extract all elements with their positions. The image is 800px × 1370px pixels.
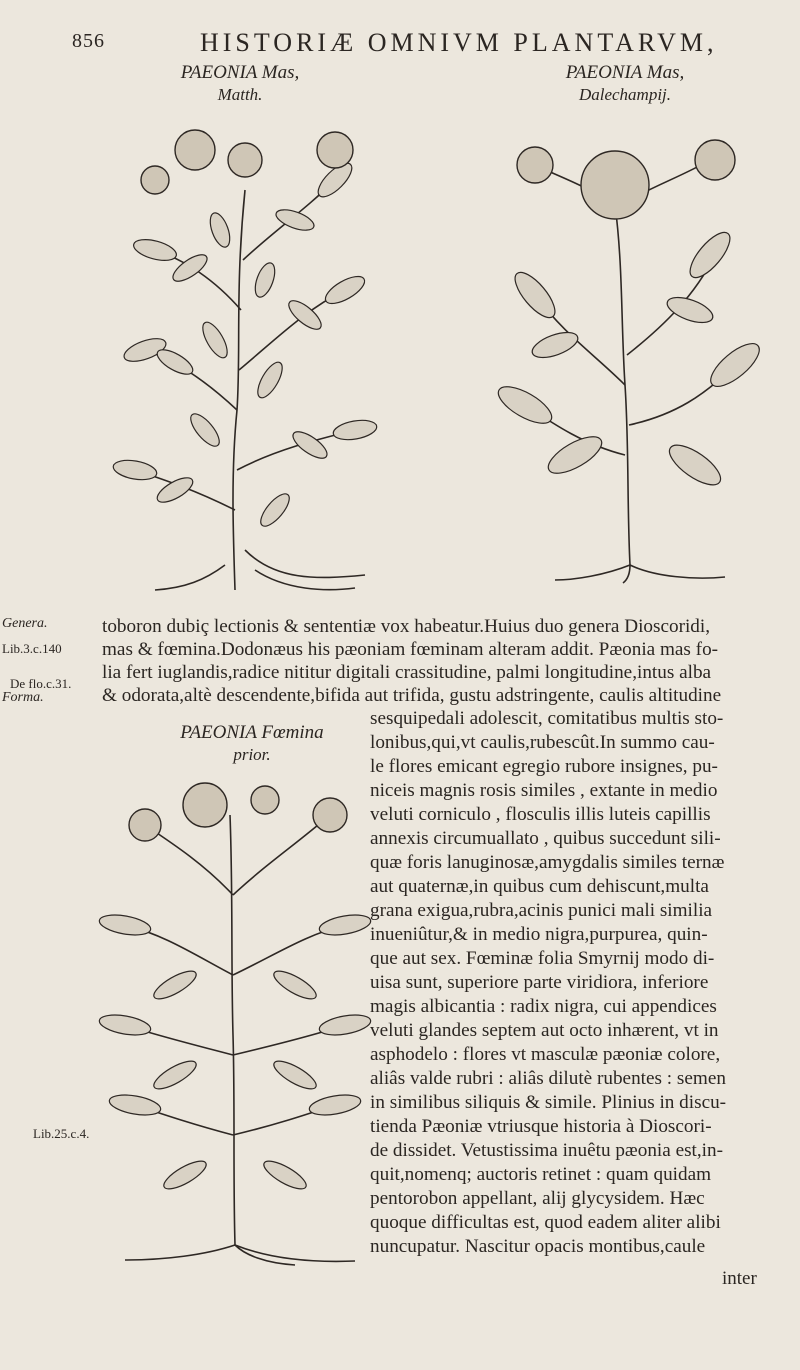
text-line: que aut sex. Fœminæ folia Smyrnij modo di- — [370, 948, 715, 969]
text-line: uisa sunt, superiore parte viridiora, inferiore — [370, 972, 709, 993]
text-line: mas & fœmina.Dodonæus his pæoniam fœminam alteram addit. Pæonia mas fo- — [102, 639, 719, 660]
caption-bottom-left-name: PAEONIA Fœmina — [180, 722, 324, 743]
text-line: le flores emicant egregio rubore insignes, pu- — [370, 756, 718, 777]
column-text — [370, 707, 770, 1259]
woodcut-peony-femina — [95, 775, 375, 1270]
text-line: lonibus,qui,vt caulis,rubescût.In summo cau- — [370, 732, 715, 753]
margin-note-genera: Genera. — [2, 616, 48, 631]
margin-note-deflo: De flo.c.31. — [10, 676, 72, 691]
text-line: sesquipedali adolescit, comitatibus multis sto- — [370, 708, 724, 729]
caption-top-right-author: Dalechampij. — [578, 85, 672, 104]
text-line: veluti glandes septem aut octo inhærent, vt in — [370, 1020, 719, 1041]
caption-top-right-name: PAEONIA Mas, — [565, 62, 685, 83]
running-title: HISTORIÆ OMNIVM PLANTARVM, — [200, 28, 718, 57]
text-line: aut quaternæ,in quibus cum dehiscunt,multa — [370, 876, 709, 897]
text-line: nuncupatur. Nascitur opacis montibus,caule — [370, 1236, 706, 1257]
text-line: asphodelo : flores vt masculæ pæoniæ colore, — [370, 1044, 721, 1065]
woodcut-peony-mas-matthioli — [105, 110, 395, 600]
text-line: lia fert iuglandis,radice nititur digitali crassitudine, palmi longitudine,intus alba — [102, 662, 712, 683]
margin-note-lib-1: Lib.3.c.140 — [2, 641, 62, 656]
caption-top-left-author: Matth. — [217, 85, 263, 104]
text-line: quit,nomenq; auctoris retinet : quam quidam — [370, 1164, 712, 1185]
caption-top-left-name: PAEONIA Mas, — [180, 62, 300, 83]
text-line: grana exigua,rubra,acinis punici mali similia — [370, 900, 713, 921]
text-line: annexis circumuallato , quibus succedunt sili- — [370, 828, 721, 849]
text-line: tienda Pæoniæ vtriusque historia à Dioscori- — [370, 1116, 712, 1137]
text-line: & odorata,altè descendente,bifida aut trifida, gustu adstringente, caulis altitudine — [102, 685, 722, 706]
woodcut-peony-mas-dalechampii — [495, 125, 775, 585]
full-width-text — [102, 615, 767, 707]
text-line: quoque difficultas est, quod eadem aliter alibi — [370, 1212, 721, 1233]
text-line: aliâs valde rubri : aliâs dilutè rubentes : semen — [370, 1068, 726, 1089]
margin-note-lib-2: Lib.25.c.4. — [33, 1126, 90, 1141]
catchword: inter — [722, 1268, 757, 1289]
text-line: pentorobon appellant, alij glycysidem. Hæc — [370, 1188, 705, 1209]
text-line: inueniûtur,& in medio nigra,purpurea, quin- — [370, 924, 708, 945]
text-line: de dissidet. Vetustissima inuêtu pæonia est,in- — [370, 1140, 723, 1161]
text-line: magis albicantia : radix nigra, cui appendices — [370, 996, 717, 1017]
text-line: quæ foris lanuginosæ,amygdalis similes ternæ — [370, 852, 725, 873]
text-line: in similibus siliquis & simile. Plinius in discu- — [370, 1092, 727, 1113]
caption-top-left — [140, 62, 340, 106]
text-line: niceis magnis rosis similes , extante in medio — [370, 780, 718, 801]
text-line: toboron dubiç lectionis & sententiæ vox habeatur.Huius duo genera Dioscoridi, — [102, 616, 711, 637]
caption-bottom-left-author: prior. — [233, 745, 271, 764]
margin-note-forma: Forma. — [2, 690, 44, 705]
caption-bottom-left — [142, 722, 362, 766]
page-number: 856 — [72, 30, 105, 52]
text-line: veluti corniculo , flosculis illis luteis capillis — [370, 804, 711, 825]
caption-top-right — [525, 62, 725, 106]
